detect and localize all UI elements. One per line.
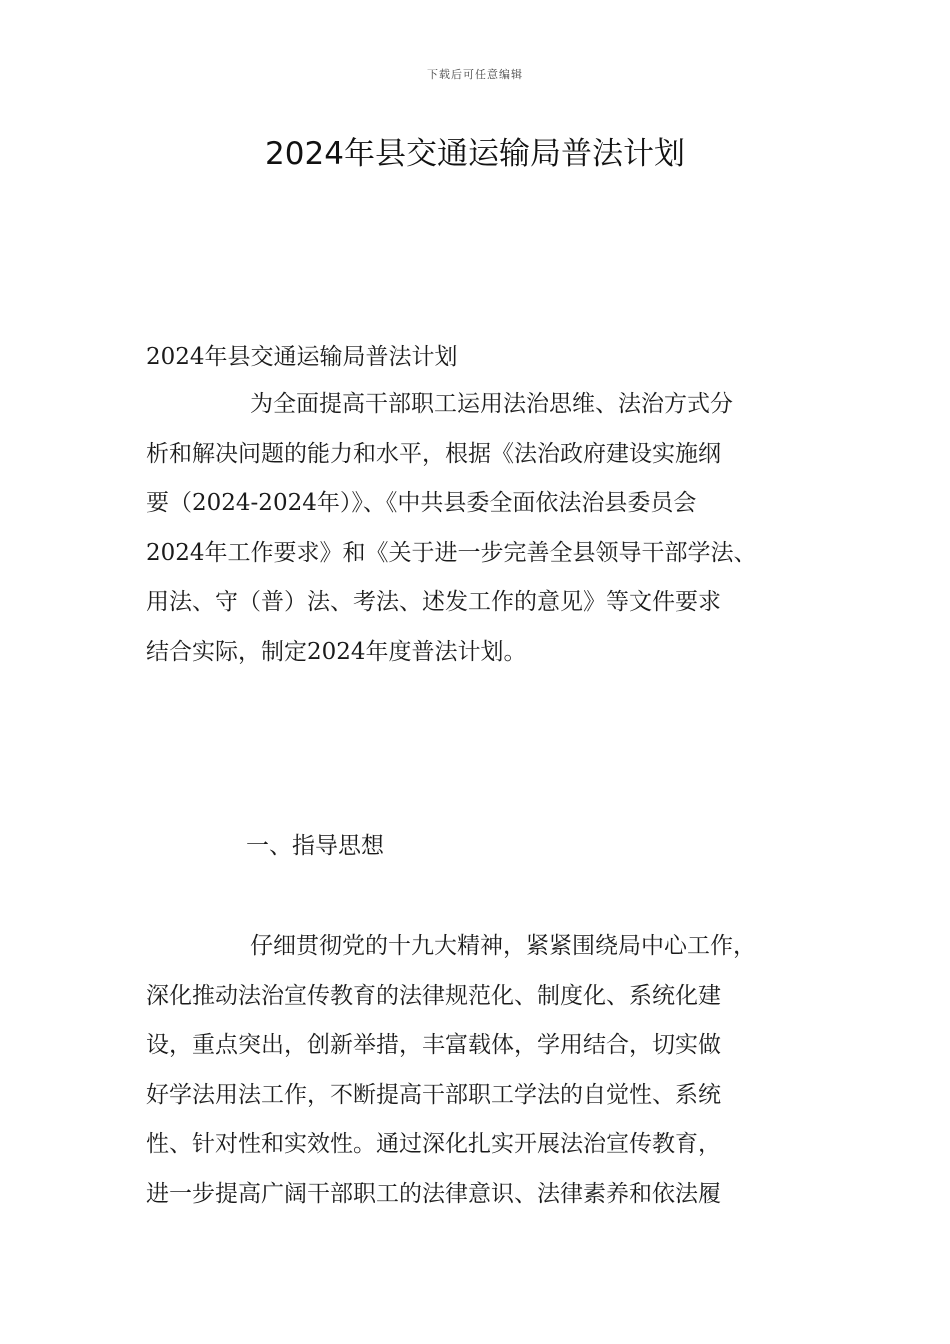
- paragraph-line: 性、针对性和实效性。通过深化扎实开展法治宣传教育，: [146, 1131, 721, 1157]
- document-subtitle: 2024年县交通运输局普法计划: [146, 344, 458, 370]
- paragraph-line: 好学法用法工作，不断提高干部职工学法的自觉性、系统: [146, 1081, 721, 1108]
- paragraph-line: 用法、守（普）法、考法、述发工作的意见》等文件要求: [146, 589, 721, 615]
- paragraph-line: 结合实际，制定2024年度普法计划。: [146, 638, 527, 665]
- paragraph-line: 为全面提高干部职工运用法治思维、法治方式分: [250, 391, 733, 417]
- header-note: 下载后可任意编辑: [427, 68, 523, 81]
- paragraph-line: 设，重点突出，创新举措，丰富载体，学用结合，切实做: [146, 1032, 721, 1058]
- section-heading: 一、指导思想: [246, 833, 384, 859]
- paragraph-line: 进一步提高广阔干部职工的法律意识、法律素养和依法履: [146, 1180, 721, 1207]
- paragraph-line: 深化推动法治宣传教育的法律规范化、制度化、系统化建: [146, 982, 721, 1009]
- guiding-thought-paragraph: [146, 922, 816, 1219]
- document-title: 2024年县交通运输局普法计划: [265, 136, 685, 172]
- paragraph-line: 要（2024-2024年）》、《中共县委全面依法治县委员会: [146, 490, 697, 516]
- paragraph-line: 析和解决问题的能力和水平，根据《法治政府建设实施纲: [146, 440, 721, 467]
- paragraph-line: 2024年工作要求》和《关于进一步完善全县领导干部学法、: [146, 539, 757, 566]
- paragraph-line: 仔细贯彻党的十九大精神，紧紧围绕局中心工作，: [250, 933, 756, 959]
- intro-paragraph: [146, 380, 816, 677]
